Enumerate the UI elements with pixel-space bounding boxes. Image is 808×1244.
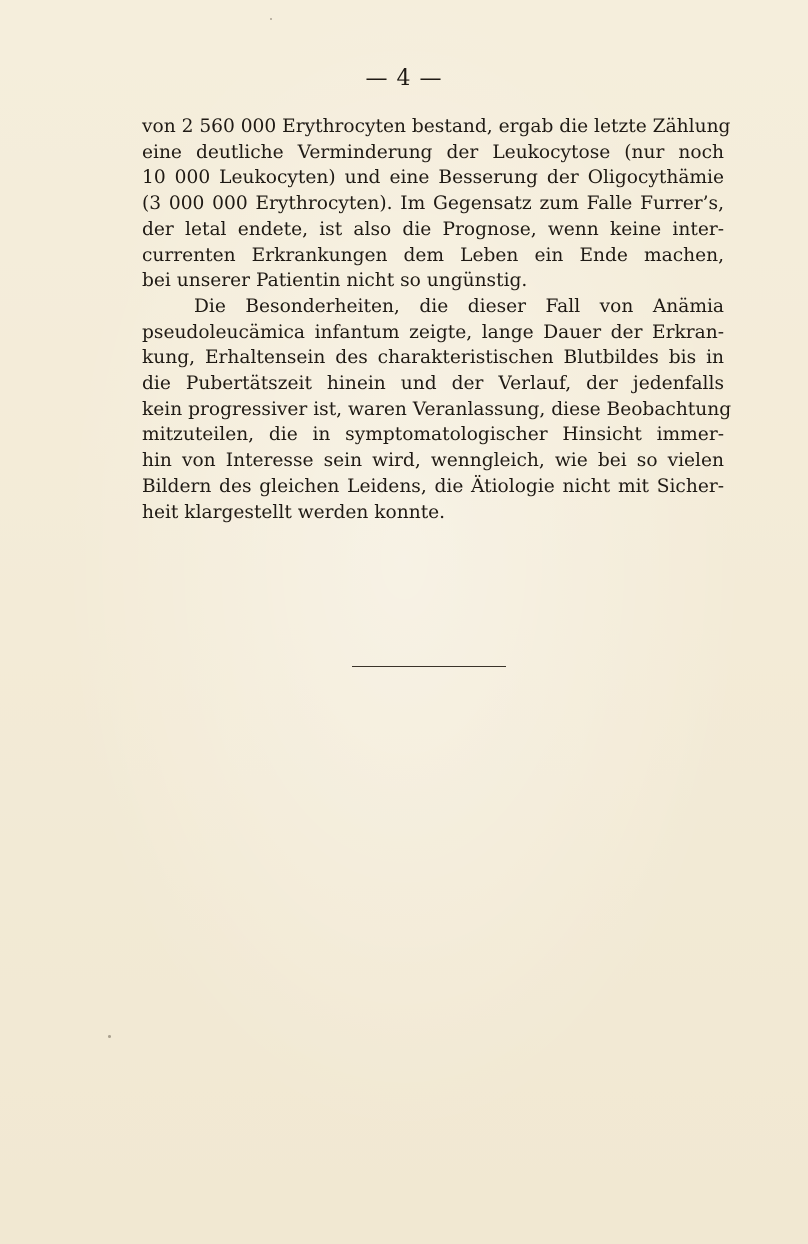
text-line: von 2 560 000 Erythrocyten bestand, ergab die letzte Zählung	[142, 116, 731, 137]
paper-speck	[108, 1035, 111, 1038]
text-line: 10 000 Leukocyten) und eine Besserung der Oligocythämie	[142, 167, 724, 189]
text-line: eine deutliche Verminderung der Leukocytose (nur noch	[142, 141, 724, 163]
text-line: die Pubertätszeit hinein und der Verlauf, der jedenfalls	[142, 373, 724, 395]
text-line: Die Besonderheiten, die dieser Fall von Anämia	[194, 295, 724, 317]
page-number: — 4 —	[365, 66, 443, 91]
text-line: Bildern des gleichen Leidens, die Ätiologie nicht mit Sicher-	[142, 475, 724, 497]
text-line: mitzuteilen, die in symptomatologischer Hinsicht immer-	[142, 424, 724, 446]
body-text	[142, 114, 732, 525]
text-line: pseudoleucämica infantum zeigte, lange Dauer der Erkran-	[142, 321, 724, 343]
text-line: kung, Erhaltensein des charakteristischen Blutbildes bis in	[142, 347, 724, 369]
text-line: kein progressiver ist, waren Veranlassung, diese Beobachtung	[142, 398, 732, 420]
text-line: currenten Erkrankungen dem Leben ein Ende machen,	[142, 244, 724, 266]
closing-rule	[352, 666, 506, 667]
text-line: heit klargestellt werden konnte.	[142, 501, 446, 523]
text-line: bei unserer Patientin nicht so ungünstig.	[142, 270, 528, 292]
text-line: der letal endete, ist also die Prognose, wenn keine inter-	[142, 218, 724, 240]
paper-speck	[270, 18, 272, 20]
text-line: hin von Interesse sein wird, wenngleich, wie bei so vielen	[142, 450, 724, 472]
text-line: (3 000 000 Erythrocyten). Im Gegensatz zum Falle Furrer’s,	[142, 193, 724, 215]
